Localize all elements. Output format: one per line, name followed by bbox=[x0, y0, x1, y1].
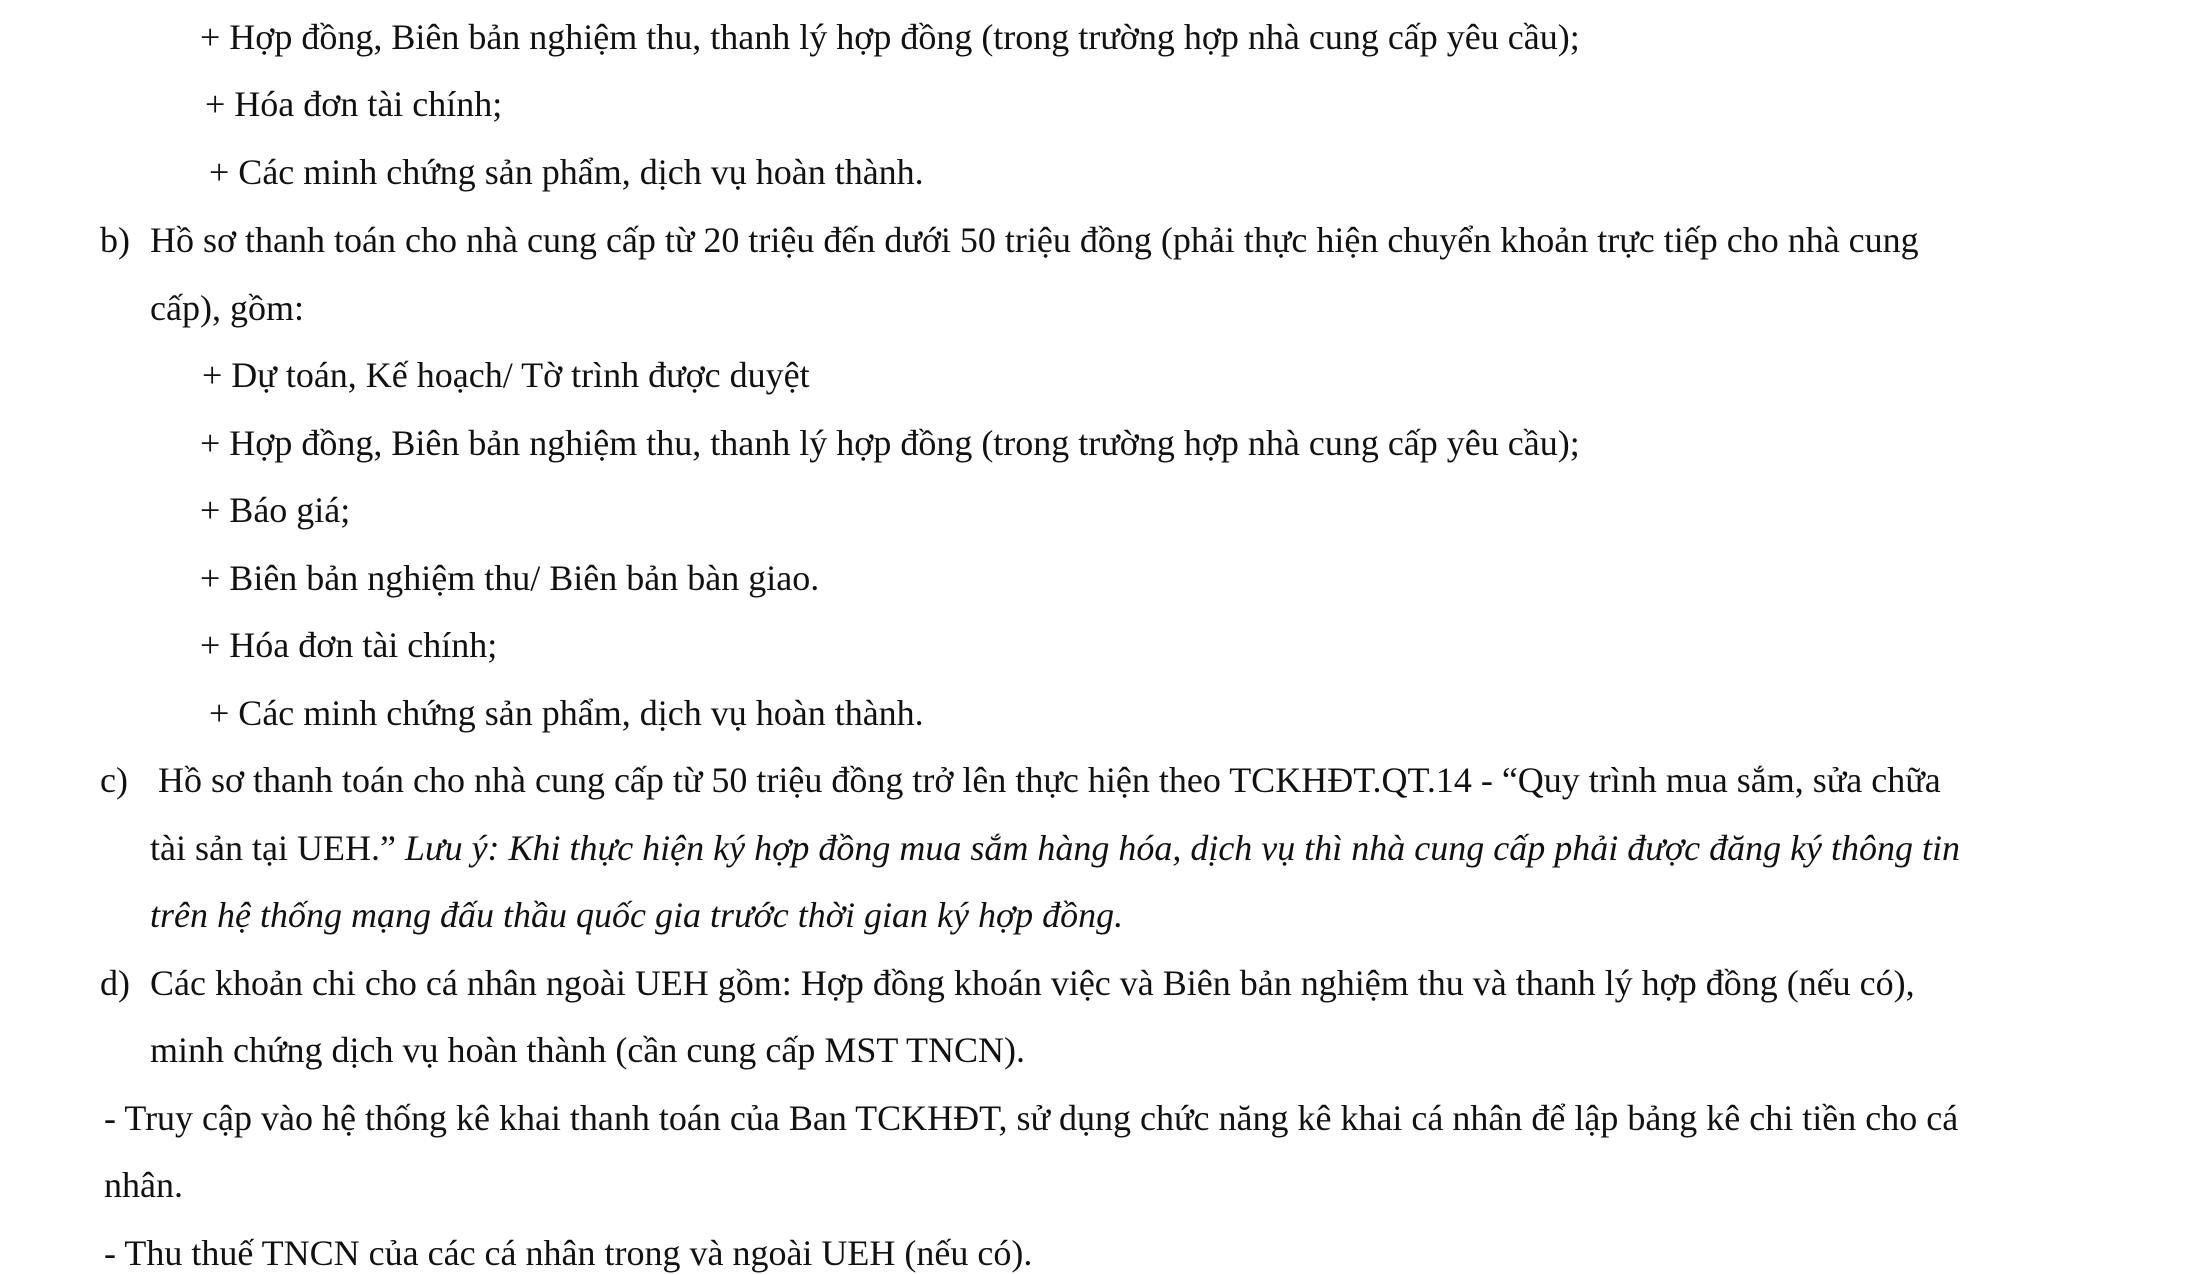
item-a-contract: + Hợp đồng, Biên bản nghiệm thu, thanh lý hợp đồng (trong trường hợp nhà cung cấp yêu cầu); bbox=[200, 17, 1580, 57]
section-c-marker: c) bbox=[100, 760, 128, 800]
item-b-invoice: + Hóa đơn tài chính; bbox=[200, 625, 498, 665]
section-b-marker: b) bbox=[100, 220, 130, 260]
item-a-evidence: + Các minh chứng sản phẩm, dịch vụ hoàn thành. bbox=[209, 152, 924, 192]
section-d-heading-cont: minh chứng dịch vụ hoàn thành (cần cung cấp MST TNCN). bbox=[150, 1030, 1026, 1070]
item-b-acceptance: + Biên bản nghiệm thu/ Biên bản bàn giao. bbox=[200, 558, 820, 598]
item-b-quotation: + Báo giá; bbox=[200, 490, 351, 530]
item-b-evidence: + Các minh chứng sản phẩm, dịch vụ hoàn thành. bbox=[209, 693, 924, 733]
section-d-marker: d) bbox=[100, 963, 130, 1003]
section-c-note: Lưu ý: Khi thực hiện ký hợp đồng mua sắm hàng hóa, dịch vụ thì nhà cung cấp phải được đăng ký thông tin bbox=[404, 828, 1961, 868]
item-b-estimate: + Dự toán, Kế hoạch/ Tờ trình được duyệt bbox=[202, 355, 810, 395]
section-c-heading-end: tài sản tại UEH.” bbox=[150, 828, 396, 868]
item-a-invoice: + Hóa đơn tài chính; bbox=[205, 84, 503, 124]
section-c-heading: Hồ sơ thanh toán cho nhà cung cấp từ 50 triệu đồng trở lên thực hiện theo TCKHĐT.QT.14 - “Quy trình mua sắm, sửa chữa bbox=[158, 760, 1941, 800]
section-b-heading-cont: cấp), gồm: bbox=[150, 288, 304, 328]
step-access-system: - Truy cập vào hệ thống kê khai thanh toán của Ban TCKHĐT, sử dụng chức năng kê khai cá nhân để lập bảng kê chi tiền cho cá bbox=[104, 1098, 1959, 1138]
step-collect-tax: - Thu thuế TNCN của các cá nhân trong và ngoài UEH (nếu có). bbox=[104, 1233, 1033, 1273]
section-d-heading: Các khoản chi cho cá nhân ngoài UEH gồm: Hợp đồng khoán việc và Biên bản nghiệm thu và thanh lý hợp đồng (nếu có), bbox=[150, 963, 1915, 1003]
section-c-heading-cont bbox=[150, 826, 1960, 870]
section-c-note-cont: trên hệ thống mạng đấu thầu quốc gia trước thời gian ký hợp đồng. bbox=[150, 895, 1124, 935]
item-b-contract: + Hợp đồng, Biên bản nghiệm thu, thanh lý hợp đồng (trong trường hợp nhà cung cấp yêu cầu); bbox=[200, 423, 1580, 463]
step-access-system-cont: nhân. bbox=[104, 1165, 183, 1205]
section-b-heading: Hồ sơ thanh toán cho nhà cung cấp từ 20 triệu đến dưới 50 triệu đồng (phải thực hiện chuyển khoản trực tiếp cho nhà cung bbox=[150, 220, 1919, 260]
